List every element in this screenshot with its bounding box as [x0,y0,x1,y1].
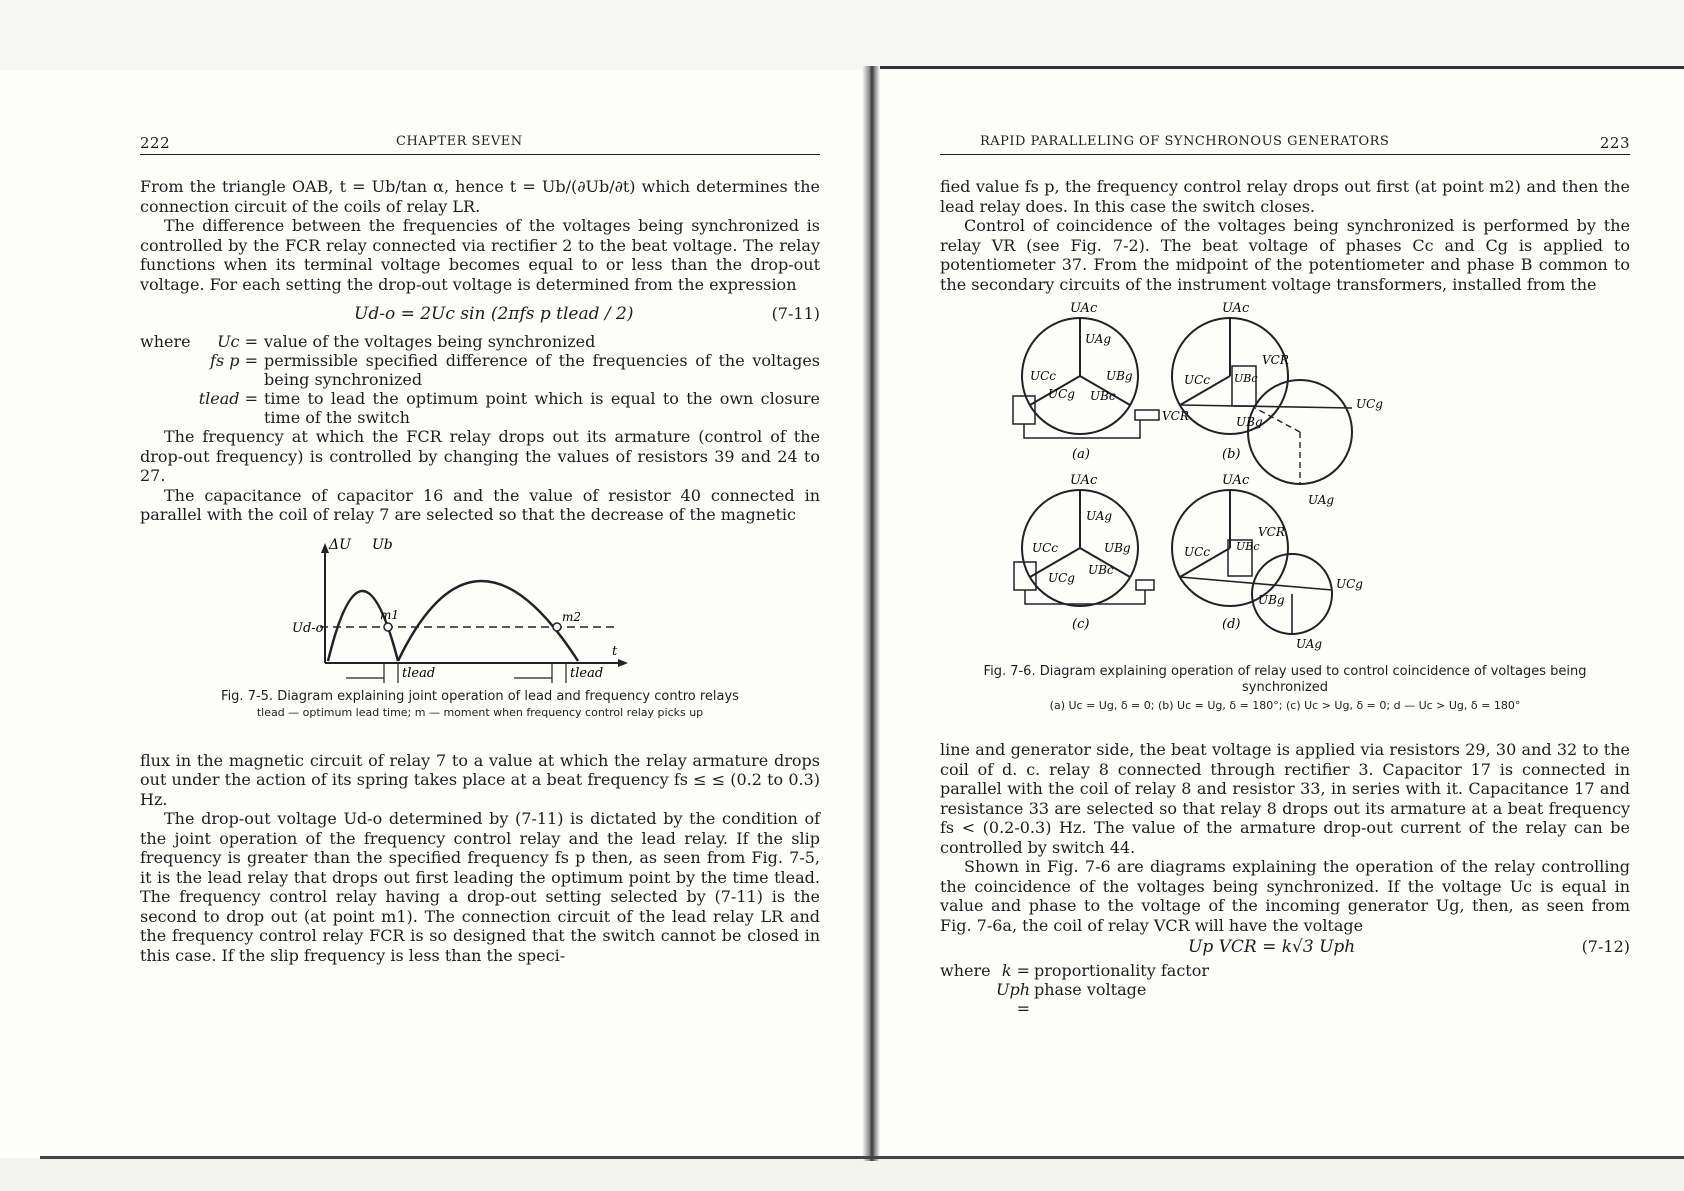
left-paragraph-2: The difference between the frequencies of the voltages being synchronized is controlled by the FCR relay connected via rectifier 2 to the beat voltage. The relay functions when its terminal voltage becomes equal to or less than the drop-out voltage. For each setting the drop-out voltage is determined from the expression [140,216,820,294]
right-page [940,130,1630,1018]
point-m2 [553,623,561,631]
equation-7-11 [140,294,820,332]
definition-text: proportionality factor [1034,961,1209,980]
definition-row [940,961,1630,980]
scan-margin-top [0,0,1684,70]
right-page-header [940,130,1630,155]
equation-7-12-number: (7-12) [1581,937,1630,956]
scan-margin-bottom [0,1158,1684,1191]
vcr-coil-c [1136,580,1154,590]
label-b-ubc: UBc [1234,372,1258,385]
book-spine [862,66,880,1161]
label-b-ubg: UBg [1236,415,1263,429]
label-a-ucg: UCg [1048,387,1075,401]
right-paragraph-2: Control of coincidence of the voltages being synchronized is performed by the relay VR (see Fig. 7-2). The beat voltage of phases Cc and Cg is applied to potentiometer 37. From the midpoint of the potentiometer and phase B common to the secondary circuits of the instrument voltage transformers, installed from the [940,216,1630,294]
definition-row [940,980,1630,1018]
label-b-ucc: UCc [1184,373,1211,387]
label-t: t [612,643,618,659]
where-label: where [940,961,991,980]
label-a-ubg: UBg [1106,369,1133,383]
resistor-a [1013,396,1035,424]
definition-text: time to lead the optimum point which is equal to the own closure time of the switch [264,389,820,427]
label-a-ubc: UBc [1090,389,1116,403]
figure-7-5-caption: Fig. 7-5. Diagram explaining joint operation of lead and frequency contro relays [221,688,739,704]
right-paragraph-3: line and generator side, the beat voltage is applied via resistors 29, 30 and 32 to the coil of d. c. relay 8 connected through rectifier 3. Capacitor 17 is connected in parallel with the coil of relay 8 and resistor 33, in series with it. Capacitance 17 and resistance 33 are selected so that relay 8 drops out its armature at a beat frequency fs < (0.2-0.3) Hz. The value of the armature drop-out current of the relay can be controlled by switch 44. [940,740,1630,857]
definition-spacer [940,980,990,1018]
x-axis-arrow [618,659,628,667]
wire-a [1024,420,1140,438]
label-c-uag: UAg [1086,509,1113,523]
vcr-coil-a [1135,410,1159,420]
figure-7-6 [940,298,1630,658]
equation-7-11-number: (7-11) [771,304,820,323]
label-b-ucg: UCg [1356,397,1383,411]
definition-row [140,332,820,351]
label-b-uac: UAc [1222,301,1250,316]
definition-text: permissible specified difference of the frequencies of the voltages being synchronized [264,351,820,389]
right-page-number: 223 [1599,134,1630,152]
left-paragraph-6: The drop-out voltage Ud-o determined by (7-11) is dictated by the condition of the joint operation of the frequency control relay and the lead relay. If the slip frequency is greater than the specified frequency fs p then, as seen from Fig. 7-5, it is the lead relay that drops out first leading the optimum point by the time tlead. The frequency control relay having a drop-out setting selected by (7-11) is the second to drop out (at point m1). The connection circuit of the lead relay LR and the frequency control relay FCR is so designed that the switch cannot be closed in this case. If the slip frequency is less than the speci- [140,809,820,965]
label-d-uac: UAc [1222,473,1250,488]
right-running-head: RAPID PARALLELING OF SYNCHRONOUS GENERATORS [980,134,1390,149]
definition-symbol: fs p = [210,351,258,370]
label-b-uag: UAg [1308,493,1335,507]
label-m1: m1 [380,607,400,622]
label-d-ubc: UBc [1236,540,1260,553]
beat-curve-2 [398,581,578,661]
y-axis-arrow [321,543,329,553]
left-paragraph-4: The capacitance of capacitor 16 and the value of resistor 40 connected in parallel with the coil of relay 7 are selected so that the decrease of the magnetic [140,485,820,524]
definition-text: phase voltage [1034,980,1147,999]
label-d-ucg: UCg [1336,577,1363,591]
diagram-b [1172,301,1383,507]
label-d-ucc: UCc [1184,545,1211,559]
equation-7-12 [940,935,1630,961]
label-a-ucc: UCc [1030,369,1057,383]
label-udo: Ud-o [292,620,324,636]
label-b: (b) [1222,447,1241,462]
right-paragraph-4: Shown in Fig. 7-6 are diagrams explaining the operation of the relay controlling the coincidence of the voltages being synchronized. If the voltage Uc is equal in value and phase to the voltage of the incoming generator Ug, then, as seen from Fig. 7-6a, the coil of relay VCR will have the voltage [940,857,1630,935]
label-c: (c) [1072,617,1090,632]
label-tlead-2: tlead [570,665,604,681]
label-c-ucc: UCc [1032,541,1059,555]
label-b-vcr: VCR [1262,353,1289,367]
definition-row [140,351,820,389]
label-m2: m2 [562,609,582,624]
definition-symbol: k = [1001,961,1030,980]
diagram-c [1014,473,1154,632]
equation-7-12-text: Up VCR = k√3 Uph [1188,937,1356,957]
page-edge-top [880,66,1684,69]
label-a-vcr: VCR [1162,409,1189,423]
label-d-vcr: VCR [1258,525,1285,539]
left-definitions [140,332,820,427]
left-running-head: CHAPTER SEVEN [396,134,523,149]
phasor-b-beat [1180,405,1352,408]
figure-7-6-cases: (a) Uc = Ug, δ = 0; (b) Uc = Ug, δ = 180°; (c) Uc > Ug, δ = 0; d — Uc > Ug, δ = 180° [1049,699,1521,712]
figure-7-5-legend: tlead — optimum lead time; m — moment when frequency control relay picks up [256,705,704,719]
label-c-uac: UAc [1070,473,1098,488]
label-a: (a) [1072,447,1090,462]
definition-row [140,389,820,427]
label-a-uac: UAc [1070,301,1098,316]
definition-text: value of the voltages being synchronized [264,332,596,351]
label-d: (d) [1222,617,1241,632]
label-tlead-1: tlead [402,665,436,681]
diagram-a [1013,301,1189,462]
label-d-uag: UAg [1296,637,1323,651]
definition-symbol: Uc = [217,332,258,351]
where-label: where [140,332,191,351]
left-page [140,130,820,965]
definition-symbol: Uph = [995,980,1030,1018]
left-paragraph-3: The frequency at which the FCR relay drops out its armature (control of the drop-out frequency) is controlled by changing the values of resistors 39 and 24 to 27. [140,427,820,485]
equation-7-11-text: Ud-o = 2Uc sin (2πfs p tlead / 2) [354,304,634,324]
right-paragraph-1: fied value fs p, the frequency control relay drops out first (at point m2) and then the lead relay does. In this case the switch closes. [940,177,1630,216]
label-c-ucg: UCg [1048,571,1075,585]
point-m1 [384,623,392,631]
label-delta-u: ΔU [329,536,351,553]
left-paragraph-1: From the triangle OAB, t = Ub/tan α, hence t = Ub/(∂Ub/∂t) which determines the connection circuit of the coils of relay LR. [140,177,820,216]
right-definitions [940,961,1630,1018]
page-edge-bottom [40,1156,1684,1159]
left-page-header [140,130,820,155]
label-c-ubg: UBg [1104,541,1131,555]
label-c-ubc: UBc [1088,563,1114,577]
label-d-ubg: UBg [1258,593,1285,607]
figure-7-6-caption: Fig. 7-6. Diagram explaining operation of relay used to control coincidence of voltages being synchronized [983,664,1587,695]
figure-7-5 [140,535,820,685]
label-a-uag: UAg [1085,332,1112,346]
definition-symbol: tlead = [198,389,258,408]
left-page-number: 222 [140,134,171,152]
left-paragraph-5: flux in the magnetic circuit of relay 7 to a value at which the relay armature drops out under the action of its spring takes place at a beat frequency fs ≤ ≤ (0.2 to 0.3) Hz. [140,750,820,809]
label-ub: Ub [372,536,393,553]
diagram-d [1172,473,1363,651]
